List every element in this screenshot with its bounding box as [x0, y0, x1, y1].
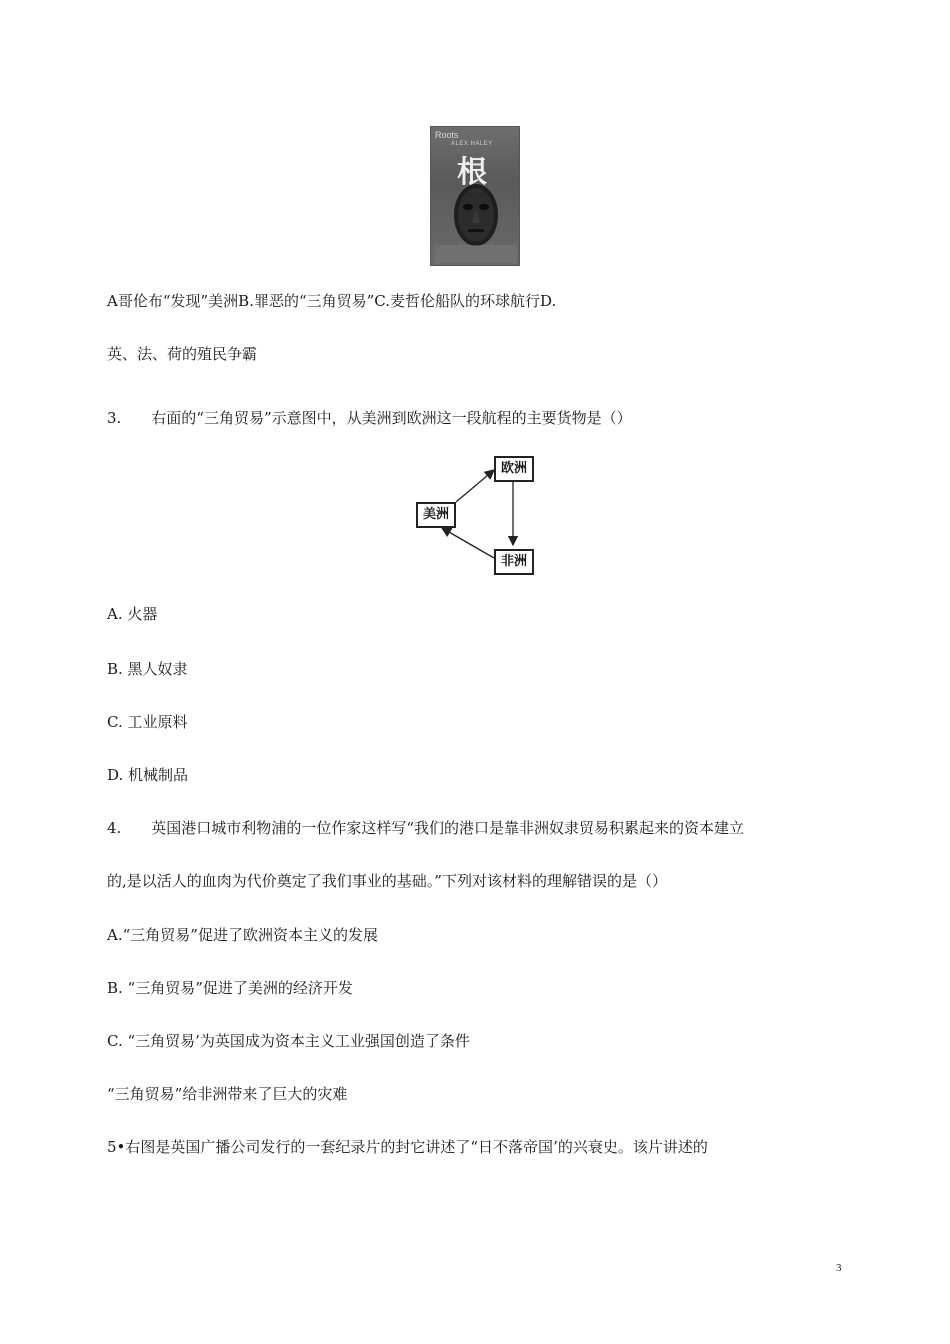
cover-top-text: Roots: [435, 130, 459, 140]
cover-subtitle: ALEX HALEY: [451, 141, 493, 147]
q5-stem: 5•右图是英国广播公司发行的一套纪录片的封它讲述了“日不落帝国’的兴衰史。该片讲述的: [107, 1138, 708, 1156]
q4-option-c: C. “三角贸易’为英国成为资本主义工业强国创造了条件: [107, 1032, 470, 1050]
q3-option-b: B. 黑人奴隶: [107, 660, 188, 678]
q4-option-b: B. “三角贸易”促进了美洲的经济开发: [107, 979, 353, 997]
q3-option-a: A. 火器: [107, 605, 158, 623]
europe-box: 欧洲: [494, 456, 534, 482]
arrow-africa-to-america: [442, 528, 494, 558]
q2-options-line2: 英、法、荷的殖民争霸: [107, 345, 258, 363]
triangle-trade-diagram: [410, 452, 540, 577]
q3-option-c: C. 工业原料: [107, 713, 188, 731]
africa-box: 非洲: [494, 549, 534, 575]
america-box: 美洲: [416, 502, 456, 528]
page-number: 3: [836, 1262, 842, 1274]
q2-options-line1: A哥伦布“发现”美洲B.罪恶的“三角贸易”C.麦哲伦船队的环球航行D.: [107, 292, 557, 310]
q4-option-d: “三角贸易”给非洲带来了巨大的灾难: [107, 1085, 348, 1103]
q4-option-a: A.“三角贸易”促进了欧洲资本主义的发展: [107, 926, 378, 944]
cover-title: 根: [457, 155, 487, 190]
q3-option-d: D. 机械制品: [107, 766, 189, 784]
q3-stem: 3. 右面的“三角贸易”示意图中，从美洲到欧洲这一段航程的主要货物是（）: [107, 409, 632, 427]
arrow-america-to-europe: [456, 470, 494, 502]
q4-stem-line2: 的,是以活人的血肉为代价奠定了我们事业的基础。”下列对该材料的理解错误的是（）: [107, 872, 667, 890]
q4-stem-line1: 4. 英国港口城市利物浦的一位作家这样写“我们的港口是靠非洲奴隶贸易积累起来的资本建立: [107, 819, 744, 837]
book-cover-image: [430, 126, 520, 266]
